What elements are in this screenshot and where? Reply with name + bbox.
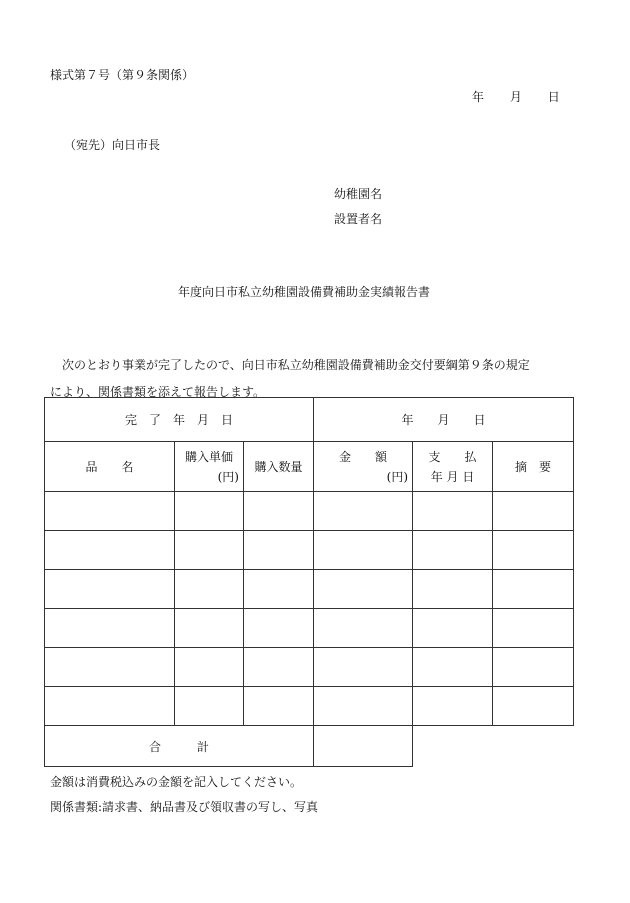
cell-amount[interactable] xyxy=(314,648,413,687)
total-blank xyxy=(413,726,574,767)
cell-quantity[interactable] xyxy=(244,687,314,726)
cell-quantity[interactable] xyxy=(244,648,314,687)
cell-payment-date[interactable] xyxy=(413,687,493,726)
completion-date-label: 完 了 年 月 日 xyxy=(45,398,314,442)
document-title: 年度向日市私立幼稚園設備費補助金実績報告書 xyxy=(178,285,431,299)
body-line-1: 次のとおり事業が完了したので、向日市私立幼稚園設備費補助金交付要綱第９条の規定 xyxy=(62,358,530,372)
cell-item[interactable] xyxy=(45,531,175,570)
report-table xyxy=(44,397,574,767)
form-number: 様式第７号（第９条関係） xyxy=(50,68,195,82)
cell-payment-date[interactable] xyxy=(413,609,493,648)
table-row xyxy=(45,687,574,726)
cell-unit-price[interactable] xyxy=(175,648,244,687)
table-row xyxy=(45,648,574,687)
cell-item[interactable] xyxy=(45,492,175,531)
cell-quantity[interactable] xyxy=(244,492,314,531)
report-date xyxy=(472,88,560,105)
cell-amount[interactable] xyxy=(314,609,413,648)
table-row xyxy=(45,609,574,648)
date-day: 日 xyxy=(547,90,560,104)
total-label: 合 計 xyxy=(45,726,314,767)
cell-payment-date[interactable] xyxy=(413,648,493,687)
cell-remarks[interactable] xyxy=(493,570,574,609)
cell-item[interactable] xyxy=(45,570,175,609)
cell-payment-date[interactable] xyxy=(413,531,493,570)
table-header-row xyxy=(45,442,574,492)
cell-unit-price[interactable] xyxy=(175,570,244,609)
cell-remarks[interactable] xyxy=(493,687,574,726)
cell-payment-date[interactable] xyxy=(413,492,493,531)
cell-remarks[interactable] xyxy=(493,648,574,687)
cell-unit-price[interactable] xyxy=(175,609,244,648)
note-tax-included: 金額は消費税込みの金額を記入してください。 xyxy=(50,775,303,789)
cell-unit-price[interactable] xyxy=(175,531,244,570)
header-item-name: 品 名 xyxy=(45,442,175,492)
cell-item[interactable] xyxy=(45,648,175,687)
table-row xyxy=(45,492,574,531)
cell-remarks[interactable] xyxy=(493,531,574,570)
cell-quantity[interactable] xyxy=(244,570,314,609)
cell-amount[interactable] xyxy=(314,570,413,609)
header-amount: 金 額 (円) xyxy=(314,442,413,492)
cell-item[interactable] xyxy=(45,609,175,648)
total-amount-cell[interactable] xyxy=(314,726,413,767)
cell-item[interactable] xyxy=(45,687,175,726)
completion-row xyxy=(45,398,574,442)
table-row xyxy=(45,570,574,609)
date-year: 年 xyxy=(472,90,485,104)
cell-amount[interactable] xyxy=(314,492,413,531)
cell-quantity[interactable] xyxy=(244,609,314,648)
table-row xyxy=(45,531,574,570)
header-quantity: 購入数量 xyxy=(244,442,314,492)
cell-remarks[interactable] xyxy=(493,609,574,648)
cell-amount[interactable] xyxy=(314,687,413,726)
kindergarten-name-label: 幼稚園名 xyxy=(334,187,383,201)
cell-quantity[interactable] xyxy=(244,531,314,570)
addressee: （宛先）向日市長 xyxy=(64,138,161,152)
note-attached-documents: 関係書類:請求書、納品書及び領収書の写し、写真 xyxy=(50,800,319,814)
date-month: 月 xyxy=(509,90,522,104)
header-remarks: 摘 要 xyxy=(493,442,574,492)
header-unit-price: 購入単価 (円) xyxy=(175,442,244,492)
cell-payment-date[interactable] xyxy=(413,570,493,609)
founder-name-label: 設置者名 xyxy=(334,212,383,226)
body-line-2: により、関係書類を添えて報告します。 xyxy=(50,385,266,399)
cell-amount[interactable] xyxy=(314,531,413,570)
cell-unit-price[interactable] xyxy=(175,687,244,726)
cell-remarks[interactable] xyxy=(493,492,574,531)
completion-date-value: 年 月 日 xyxy=(314,398,574,442)
header-payment-date: 支 払 年 月 日 xyxy=(413,442,493,492)
total-row xyxy=(45,726,574,767)
cell-unit-price[interactable] xyxy=(175,492,244,531)
